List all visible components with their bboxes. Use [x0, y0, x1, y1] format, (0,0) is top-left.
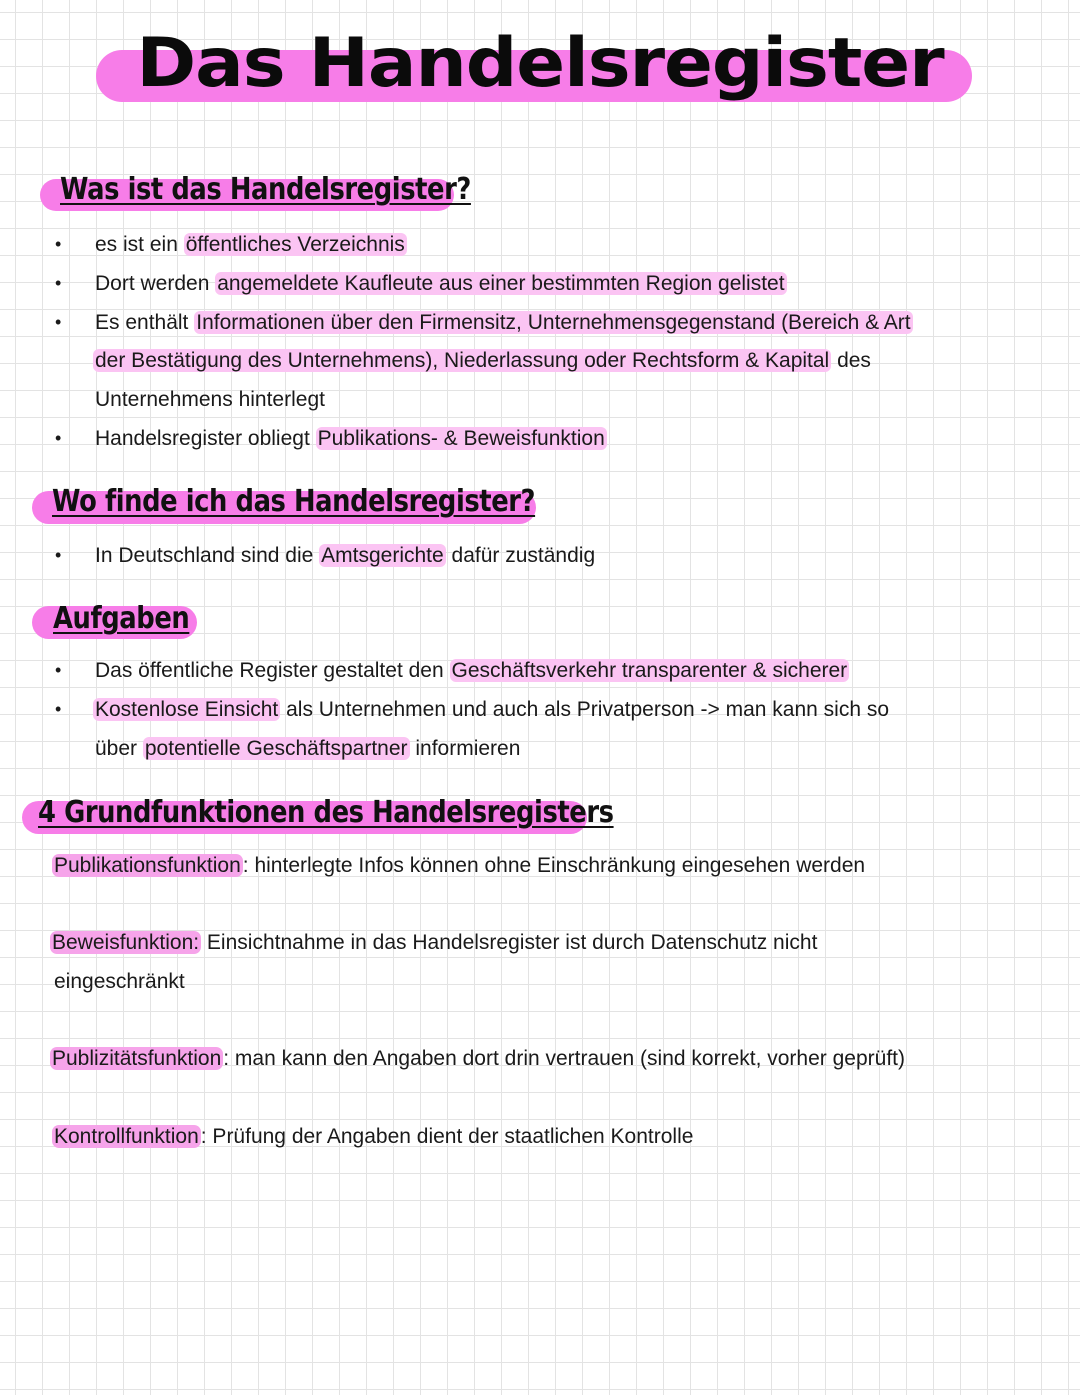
function-entry: Beweisfunktion: Einsichtnahme in das Handelsregister ist durch Datenschutz nicht: [52, 931, 818, 954]
list-item: Das öffentliche Register gestaltet den Geschäftsverkehr transparenter & sicherer: [95, 659, 848, 682]
highlight: Informationen über den Firmensitz, Unternehmensgegenstand (Bereich & Art: [196, 311, 911, 334]
list-item: Dort werden angemeldete Kaufleute aus einer bestimmten Region gelistet: [95, 272, 785, 295]
highlight: Publikations- & Beweisfunktion: [317, 427, 605, 450]
function-term: Beweisfunktion:: [52, 931, 200, 954]
heading-grundfunktionen: 4 Grundfunktionen des Handelsregisters: [38, 795, 614, 830]
function-entry: Kontrollfunktion: Prüfung der Angaben dient der staatlichen Kontrolle: [54, 1125, 694, 1148]
heading-aufgaben: Aufgaben: [53, 601, 190, 636]
highlight: der Bestätigung des Unternehmens), Niederlassung oder Rechtsform & Kapital: [95, 349, 830, 372]
bullet: •: [55, 312, 62, 332]
highlight: Kostenlose Einsicht: [95, 698, 279, 721]
list-item-continuation: der Bestätigung des Unternehmens), Niederlassung oder Rechtsform & Kapital des: [95, 349, 871, 372]
bullet: •: [55, 660, 62, 680]
function-term: Kontrollfunktion: [54, 1125, 199, 1148]
list-item-continuation: Unternehmens hinterlegt: [95, 388, 325, 411]
highlight: öffentliches Verzeichnis: [185, 233, 405, 256]
highlight: angemeldete Kaufleute aus einer bestimmten Region gelistet: [217, 272, 785, 295]
highlight: Amtsgerichte: [321, 544, 444, 567]
page-title: Das Handelsregister: [136, 24, 944, 103]
list-item: Es enthält Informationen über den Firmensitz, Unternehmensgegenstand (Bereich & Art: [95, 311, 911, 334]
function-term: Publizitätsfunktion: [52, 1047, 222, 1070]
heading-wo-finde: Wo finde ich das Handelsregister?: [52, 484, 536, 519]
function-entry: Publizitätsfunktion: man kann den Angaben dort drin vertrauen (sind korrekt, vorher geprüft): [52, 1047, 905, 1070]
list-item: In Deutschland sind die Amtsgerichte dafür zuständig: [95, 544, 596, 567]
highlight: Geschäftsverkehr transparenter & sicherer: [451, 659, 848, 682]
function-term: Publikationsfunktion: [54, 854, 241, 877]
heading-was-ist: Was ist das Handelsregister?: [60, 172, 471, 207]
list-item-continuation: über potentielle Geschäftspartner informieren: [95, 737, 521, 760]
bullet: •: [55, 428, 62, 448]
bullet: •: [55, 545, 62, 565]
bullet: •: [55, 273, 62, 293]
function-entry-continuation: eingeschränkt: [54, 970, 185, 993]
bullet: •: [55, 234, 62, 254]
list-item: Kostenlose Einsicht als Unternehmen und auch als Privatperson -> man kann sich so: [95, 698, 890, 721]
highlight: potentielle Geschäftspartner: [144, 737, 408, 760]
list-item: Handelsregister obliegt Publikations- & Beweisfunktion: [95, 427, 605, 450]
function-entry: Publikationsfunktion: hinterlegte Infos können ohne Einschränkung eingesehen werden: [54, 854, 866, 877]
bullet: •: [55, 699, 62, 719]
list-item: es ist ein öffentliches Verzeichnis: [95, 233, 405, 256]
